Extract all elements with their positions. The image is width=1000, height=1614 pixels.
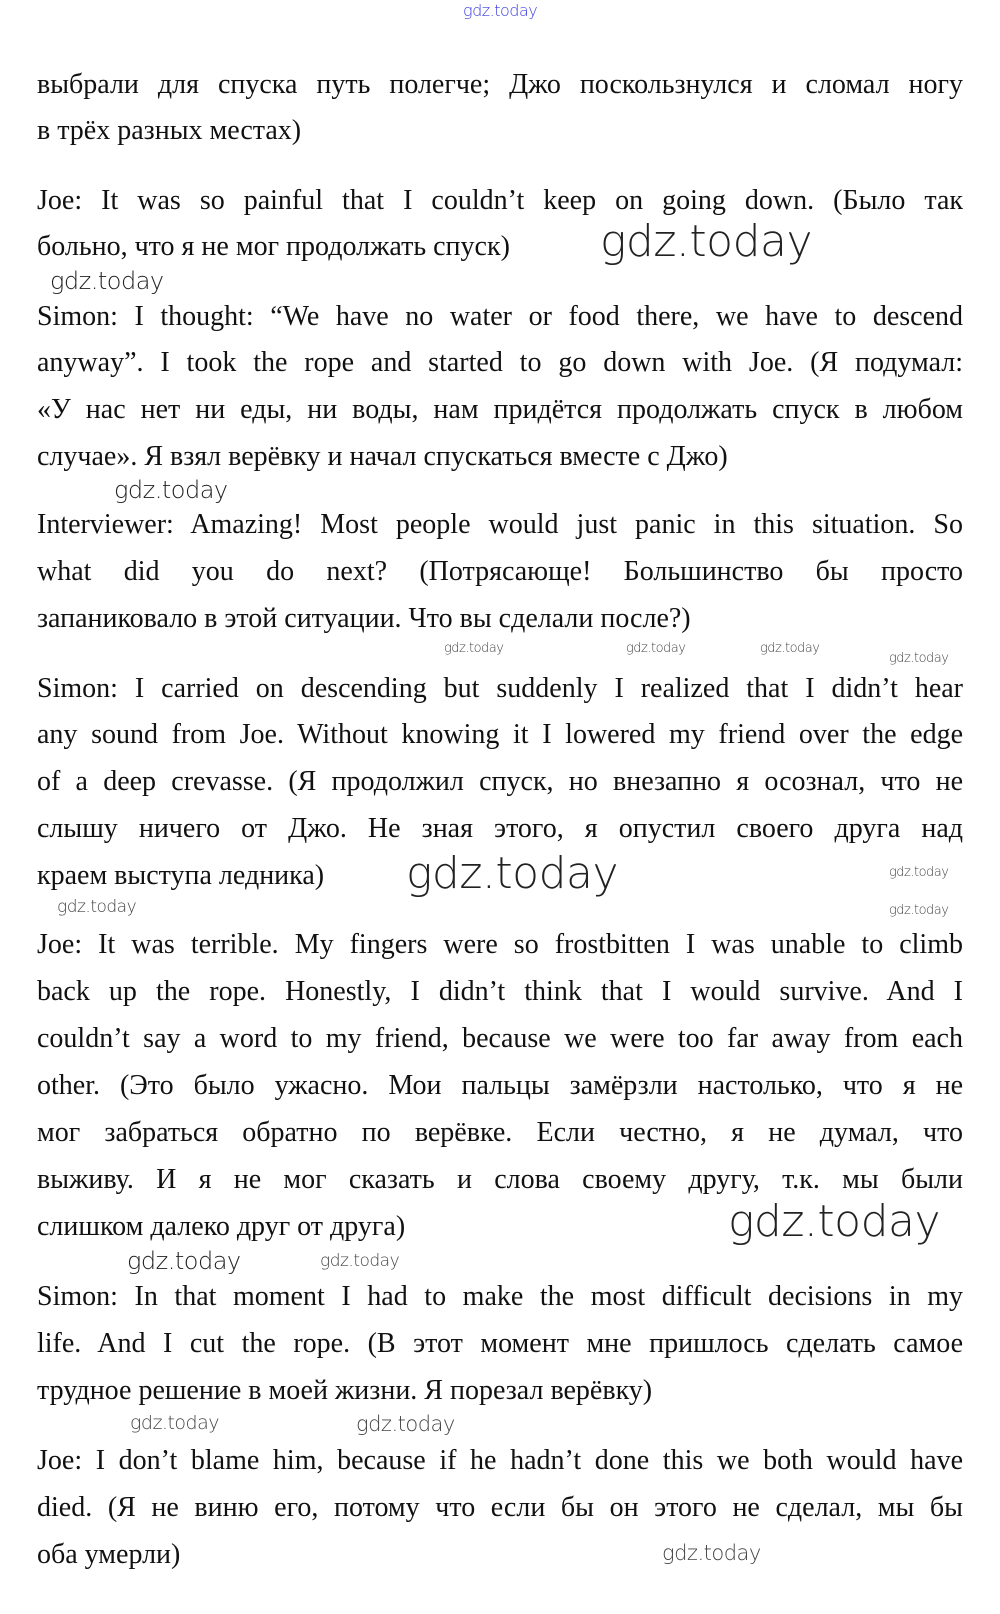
text-line: Interviewer: Amazing! Most people would just panic in this situation. So [37,509,963,540]
text-line: выбрали для спуска путь полегче; Джо поскользнулся и сломал ногу [37,69,963,100]
text-line: больно, что я не мог продолжать спуск) [37,231,510,262]
watermark: gdz.today [889,865,949,880]
text-line: трудное решение в моей жизни. Я порезал верёвку) [37,1375,653,1406]
watermark: gdz.today [130,1412,219,1434]
watermark: gdz.today [662,1541,761,1565]
text-line: в трёх разных местах) [37,115,302,146]
watermark: gdz.today [444,641,504,656]
watermark: gdz.today [760,641,820,656]
text-line: Joe: It was so painful that I couldn’t keep on going down. (Было так [37,185,963,216]
text-line: запаниковало в этой ситуации. Что вы сделали после?) [37,603,691,634]
text-line: выживу. И я не мог сказать и слова своему другу, т.к. мы были [37,1164,963,1195]
text-line: оба умерли) [37,1539,181,1570]
text-line: back up the rope. Honestly, I didn’t think that I would survive. And I [37,976,963,1007]
text-line: couldn’t say a word to my friend, because we were too far away from each [37,1023,963,1054]
text-line: слышу ничего от Джо. Не зная этого, я опустил своего друга над [37,813,963,844]
watermark: gdz.today [320,1251,400,1271]
watermark: gdz.today [406,848,619,899]
text-line: life. And I cut the rope. (В этот момент мне пришлось сделать самое [37,1328,963,1359]
watermark: gdz.today [127,1247,241,1275]
watermark: gdz.today [889,651,949,666]
text-line: any sound from Joe. Without knowing it I lowered my friend over the edge [37,719,963,750]
text-line: Simon: I carried on descending but suddenly I realized that I didn’t hear [37,673,963,704]
text-line: Simon: In that moment I had to make the most difficult decisions in my [37,1281,963,1312]
text-line: what did you do next? (Потрясающе! Большинство бы просто [37,556,963,587]
watermark: gdz.today [626,641,686,656]
text-line: anyway”. I took the rope and started to go down with Joe. (Я подумал: [37,347,963,378]
text-line: «У нас нет ни еды, ни воды, нам придётся продолжать спуск в любом [37,394,963,425]
text-line: краем выступа ледника) [37,860,325,891]
watermark: gdz.today [50,267,164,295]
text-line: Joe: It was terrible. My fingers were so frostbitten I was unable to climb [37,929,963,960]
watermark: gdz.today [57,897,137,917]
watermark-top: gdz.today [463,1,538,20]
watermark: gdz.today [889,903,949,918]
watermark: gdz.today [114,476,228,504]
text-line: Joe: I don’t blame him, because if he hadn’t done this we both would have [37,1445,963,1476]
text-line: died. (Я не виню его, потому что если бы он этого не сделал, мы бы [37,1492,963,1523]
text-line: случае». Я взял верёвку и начал спускаться вместе с Джо) [37,441,728,472]
watermark: gdz.today [356,1412,455,1436]
text-line: мог забраться обратно по верёвке. Если честно, я не думал, что [37,1117,963,1148]
text-line: слишком далеко друг от друга) [37,1211,406,1242]
text-line: of a deep crevasse. (Я продолжил спуск, но внезапно я осознал, что не [37,766,963,797]
watermark: gdz.today [728,1196,941,1247]
text-line: Simon: I thought: “We have no water or food there, we have to descend [37,301,963,332]
watermark: gdz.today [600,216,813,267]
text-line: other. (Это было ужасно. Мои пальцы замёрзли настолько, что я не [37,1070,963,1101]
